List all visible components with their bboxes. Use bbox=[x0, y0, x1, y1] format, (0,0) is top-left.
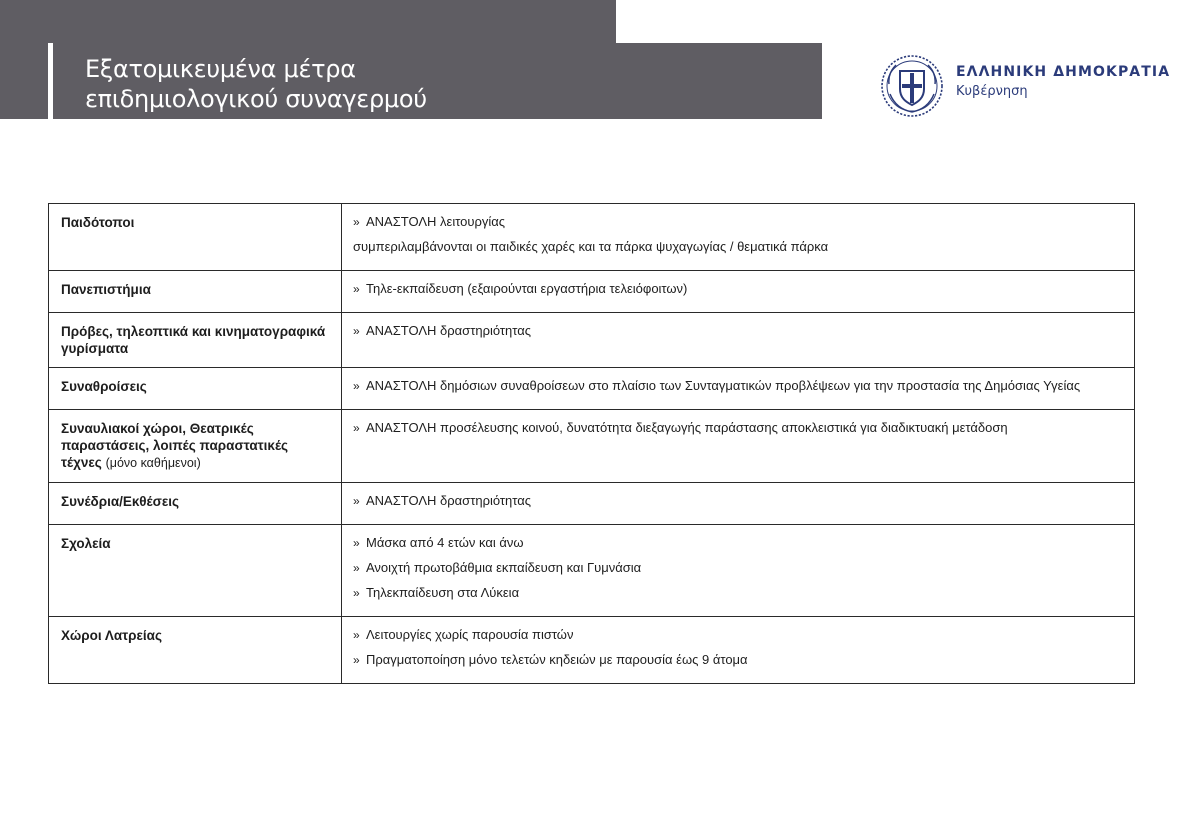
bullet-marker: » bbox=[353, 494, 360, 508]
list-item bbox=[353, 212, 1122, 237]
bullet-marker: » bbox=[353, 421, 360, 435]
category-cell bbox=[49, 368, 342, 410]
list-item-note bbox=[353, 237, 1122, 262]
list-item bbox=[353, 321, 1122, 346]
list-item bbox=[353, 533, 1122, 558]
list-item bbox=[353, 558, 1122, 583]
measure-text: ΑΝΑΣΤΟΛΗ δραστηριότητας bbox=[366, 323, 531, 338]
category-label: Συναθροίσεις bbox=[61, 379, 147, 394]
category-cell bbox=[49, 313, 342, 368]
bullet-marker: » bbox=[353, 586, 360, 600]
bullet-marker: » bbox=[353, 282, 360, 296]
measure-text: Μάσκα από 4 ετών και άνω bbox=[366, 535, 524, 550]
bullet-marker: » bbox=[353, 324, 360, 338]
header-background-top bbox=[0, 0, 616, 43]
list-item bbox=[353, 625, 1122, 650]
table-row bbox=[49, 525, 1135, 617]
header-accent-bar bbox=[48, 43, 53, 119]
bullet-marker: » bbox=[353, 653, 360, 667]
greek-coat-of-arms-icon bbox=[880, 54, 944, 118]
logo-subtitle: Κυβέρνηση bbox=[956, 84, 1028, 99]
bullet-marker: » bbox=[353, 561, 360, 575]
measure-text: ΑΝΑΣΤΟΛΗ προσέλευσης κοινού, δυνατότητα διεξαγωγής παράστασης αποκλειστικά για διαδικτυακή μετάδοση bbox=[366, 420, 1008, 435]
page-title-line-1: Εξατομικευμένα μέτρα bbox=[85, 55, 356, 83]
list-item bbox=[353, 279, 1122, 304]
category-cell bbox=[49, 271, 342, 313]
table-row bbox=[49, 204, 1135, 271]
measures-cell bbox=[342, 271, 1135, 313]
category-label: Πρόβες, τηλεοπτικά και κινηματογραφικά γυρίσματα bbox=[61, 324, 326, 356]
list-item bbox=[353, 418, 1122, 443]
bullet-marker: » bbox=[353, 379, 360, 393]
measure-text: ΑΝΑΣΤΟΛΗ λειτουργίας bbox=[366, 214, 506, 229]
bullet-marker: » bbox=[353, 628, 360, 642]
measure-text: συμπεριλαμβάνονται οι παιδικές χαρές και τα πάρκα ψυχαγωγίας / θεματικά πάρκα bbox=[353, 239, 829, 254]
category-label: Παιδότοποι bbox=[61, 215, 135, 230]
table-row bbox=[49, 617, 1135, 684]
table-row bbox=[49, 410, 1135, 483]
measures-cell bbox=[342, 204, 1135, 271]
measure-text: ΑΝΑΣΤΟΛΗ δημόσιων συναθροίσεων στο πλαίσιο των Συνταγματικών προβλέψεων για την προστασία της Δημόσιας Υγείας bbox=[366, 378, 1081, 393]
list-item bbox=[353, 376, 1122, 401]
bullet-marker: » bbox=[353, 536, 360, 550]
measures-cell bbox=[342, 368, 1135, 410]
measure-text: Τηλεκπαίδευση στα Λύκεια bbox=[366, 585, 520, 600]
category-label: Συνέδρια/Εκθέσεις bbox=[61, 494, 180, 509]
category-label: Συναυλιακοί χώροι, Θεατρικές παραστάσεις, λοιπές παραστατικές τέχνες bbox=[61, 421, 289, 470]
logo-text bbox=[956, 64, 1170, 99]
category-label: Πανεπιστήμια bbox=[61, 282, 151, 297]
measure-text: Πραγματοποίηση μόνο τελετών κηδειών με παρουσία έως 9 άτομα bbox=[366, 652, 748, 667]
page-title bbox=[85, 54, 785, 114]
measures-table bbox=[48, 203, 1135, 684]
category-cell bbox=[49, 483, 342, 525]
category-cell bbox=[49, 410, 342, 483]
measures-cell bbox=[342, 525, 1135, 617]
category-note: (μόνο καθήμενοι) bbox=[105, 456, 201, 470]
measure-text: Ανοιχτή πρωτοβάθμια εκπαίδευση και Γυμνάσια bbox=[366, 560, 642, 575]
list-item bbox=[353, 491, 1122, 516]
measures-cell bbox=[342, 617, 1135, 684]
table-row bbox=[49, 271, 1135, 313]
category-label: Σχολεία bbox=[61, 536, 111, 551]
table-row bbox=[49, 313, 1135, 368]
category-cell bbox=[49, 525, 342, 617]
measures-cell bbox=[342, 410, 1135, 483]
table-row bbox=[49, 368, 1135, 410]
category-cell bbox=[49, 204, 342, 271]
measures-cell bbox=[342, 483, 1135, 525]
table-row bbox=[49, 483, 1135, 525]
category-cell bbox=[49, 617, 342, 684]
page-title-line-2: επιδημιολογικού συναγερμού bbox=[85, 85, 427, 113]
bullet-marker: » bbox=[353, 215, 360, 229]
measure-text: ΑΝΑΣΤΟΛΗ δραστηριότητας bbox=[366, 493, 531, 508]
measures-cell bbox=[342, 313, 1135, 368]
category-label: Χώροι Λατρείας bbox=[61, 628, 162, 643]
logo-name: ΕΛΛΗΝΙΚΗ ΔΗΜΟΚΡΑΤΙΑ bbox=[956, 64, 1171, 80]
measure-text: Λειτουργίες χωρίς παρουσία πιστών bbox=[366, 627, 574, 642]
list-item bbox=[353, 650, 1122, 675]
measure-text: Τηλε-εκπαίδευση (εξαιρούνται εργαστήρια τελειόφοιτων) bbox=[366, 281, 688, 296]
list-item bbox=[353, 583, 1122, 608]
